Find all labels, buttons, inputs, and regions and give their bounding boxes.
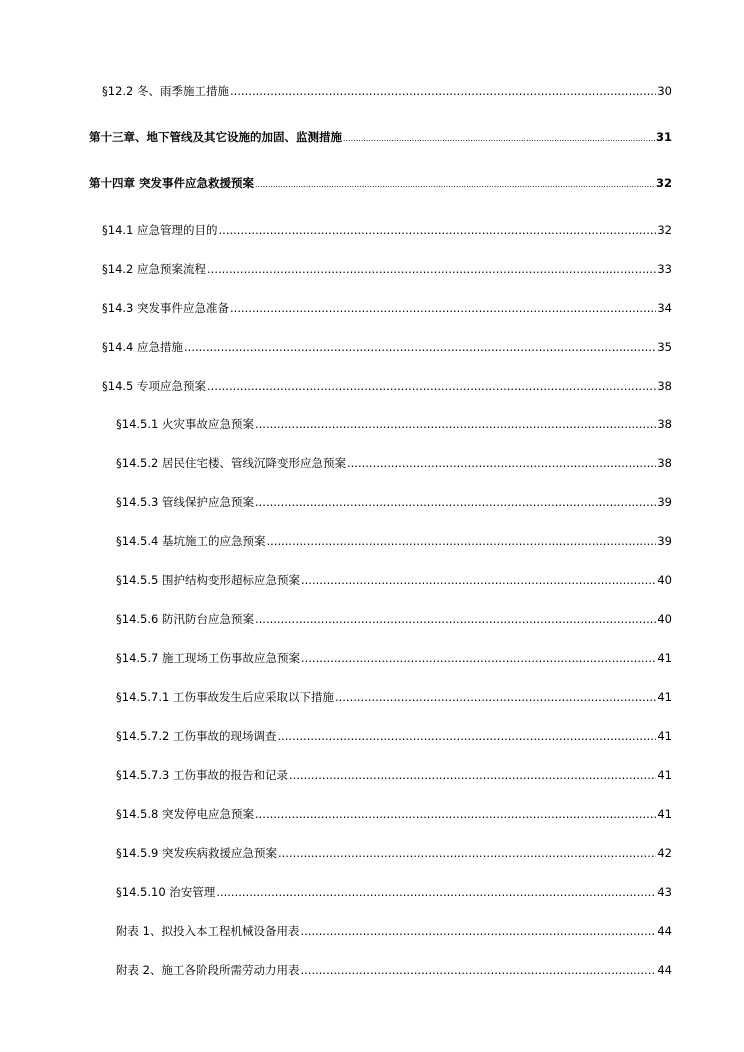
- dot-leader: [216, 884, 656, 900]
- toc-entry-14-5-4[interactable]: [116, 533, 672, 549]
- dot-leader: [255, 611, 656, 627]
- toc-entry-appendix-1[interactable]: [116, 923, 672, 939]
- toc-entry-label: §14.5.8 突发停电应急预案: [116, 807, 254, 821]
- toc-entry-page-number: 34: [657, 301, 672, 315]
- toc-entry-page-number: 41: [657, 690, 672, 704]
- toc-entry-14-5-9[interactable]: [116, 845, 672, 861]
- toc-entry-14-5-8[interactable]: [116, 806, 672, 822]
- toc-entry-page-number: 32: [655, 176, 672, 190]
- toc-entry-page-number: 38: [657, 417, 672, 431]
- toc-entry-page-number: 40: [657, 573, 672, 587]
- toc-entry-14-5-7[interactable]: [116, 650, 672, 666]
- toc-entry-label: §14.5.10 治安管理: [116, 885, 216, 899]
- dot-leader: [207, 378, 656, 394]
- dot-leader: [207, 261, 656, 277]
- toc-entry-appendix-2[interactable]: [116, 962, 672, 978]
- toc-entry-14-5-7-1[interactable]: [116, 689, 672, 705]
- toc-entry-label: §14.5.7.3 工伤事故的报告和记录: [116, 768, 288, 782]
- dot-leader: [255, 806, 656, 822]
- toc-entry-label: 附表 1、拟投入本工程机械设备用表: [116, 924, 300, 938]
- toc-entry-page-number: 44: [657, 963, 672, 977]
- toc-entry-14-3[interactable]: [102, 300, 672, 316]
- toc-entry-14-2[interactable]: [102, 261, 672, 277]
- dot-leader: [301, 650, 656, 666]
- toc-entry-label: §14.5.7 施工现场工伤事故应急预案: [116, 651, 300, 665]
- dot-leader: [255, 177, 655, 193]
- dot-leader: [277, 728, 656, 744]
- dot-leader: [289, 767, 656, 783]
- dot-leader: [343, 131, 655, 147]
- toc-entry-14-5[interactable]: [102, 378, 672, 394]
- toc-entry-label: §14.5.6 防汛防台应急预案: [116, 612, 254, 626]
- toc-entry-page-number: 42: [657, 846, 672, 860]
- dot-leader: [230, 83, 656, 99]
- toc-entry-14-5-1[interactable]: [116, 416, 672, 432]
- toc-entry-label: §14.5.1 火灾事故应急预案: [116, 417, 254, 431]
- toc-entry-chapter-13[interactable]: [89, 129, 672, 147]
- dot-leader: [266, 533, 656, 549]
- toc-entry-label: §14.5.9 突发疾病救援应急预案: [116, 846, 277, 860]
- toc-entry-page-number: 41: [657, 768, 672, 782]
- toc-entry-page-number: 33: [657, 262, 672, 276]
- toc-entry-label: §14.1 应急管理的目的: [102, 223, 218, 237]
- toc-entry-label: §14.5.3 管线保护应急预案: [116, 495, 254, 509]
- toc-entry-label: §14.4 应急措施: [102, 340, 184, 354]
- dot-leader: [347, 455, 656, 471]
- toc-entry-14-5-7-3[interactable]: [116, 767, 672, 783]
- toc-entry-label: §14.5.7.1 工伤事故发生后应采取以下措施: [116, 690, 334, 704]
- toc-entry-page-number: 43: [657, 885, 672, 899]
- toc-entry-label: §14.3 突发事件应急准备: [102, 301, 230, 315]
- toc-entry-page-number: 35: [657, 340, 672, 354]
- toc-entry-page-number: 44: [657, 924, 672, 938]
- toc-entry-14-1[interactable]: [102, 222, 672, 238]
- toc-entry-page-number: 41: [657, 729, 672, 743]
- toc-entry-label: §14.5 专项应急预案: [102, 379, 207, 393]
- toc-entry-label: §14.5.5 围护结构变形超标应急预案: [116, 573, 300, 587]
- toc-entry-page-number: 38: [657, 379, 672, 393]
- toc-entry-page-number: 31: [655, 130, 672, 144]
- toc-entry-page-number: 39: [657, 495, 672, 509]
- toc-entry-label: 附表 2、施工各阶段所需劳动力用表: [116, 963, 300, 977]
- toc-entry-14-5-5[interactable]: [116, 572, 672, 588]
- toc-entry-12-2[interactable]: [102, 83, 672, 99]
- toc-entry-14-5-2[interactable]: [116, 455, 672, 471]
- dot-leader: [255, 416, 656, 432]
- toc-entry-14-5-6[interactable]: [116, 611, 672, 627]
- toc-entry-page-number: 41: [657, 807, 672, 821]
- toc-entry-label: §14.5.7.2 工伤事故的现场调查: [116, 729, 277, 743]
- toc-entry-label: 第十三章、地下管线及其它设施的加固、监测措施: [89, 130, 342, 144]
- dot-leader: [300, 923, 656, 939]
- toc-entry-label: §14.5.4 基坑施工的应急预案: [116, 534, 266, 548]
- dot-leader: [300, 962, 656, 978]
- toc-entry-chapter-14[interactable]: [89, 175, 672, 193]
- dot-leader: [219, 222, 657, 238]
- dot-leader: [255, 494, 656, 510]
- toc-entry-14-5-7-2[interactable]: [116, 728, 672, 744]
- toc-entry-label: §14.2 应急预案流程: [102, 262, 207, 276]
- dot-leader: [335, 689, 656, 705]
- toc-entry-page-number: 40: [657, 612, 672, 626]
- toc-entry-14-5-3[interactable]: [116, 494, 672, 510]
- dot-leader: [278, 845, 656, 861]
- toc-entry-page-number: 41: [657, 651, 672, 665]
- toc-entry-page-number: 38: [657, 456, 672, 470]
- dot-leader: [184, 339, 656, 355]
- toc-entry-14-5-10[interactable]: [116, 884, 672, 900]
- toc-entry-label: 第十四章 突发事件应急救援预案: [89, 176, 255, 190]
- toc-entry-label: §14.5.2 居民住宅楼、管线沉降变形应急预案: [116, 456, 346, 470]
- toc-entry-page-number: 30: [657, 84, 672, 98]
- dot-leader: [230, 300, 656, 316]
- toc-entry-page-number: 39: [657, 534, 672, 548]
- toc-entry-page-number: 32: [657, 223, 672, 237]
- toc-entry-label: §12.2 冬、雨季施工措施: [102, 84, 230, 98]
- toc-entry-14-4[interactable]: [102, 339, 672, 355]
- dot-leader: [301, 572, 656, 588]
